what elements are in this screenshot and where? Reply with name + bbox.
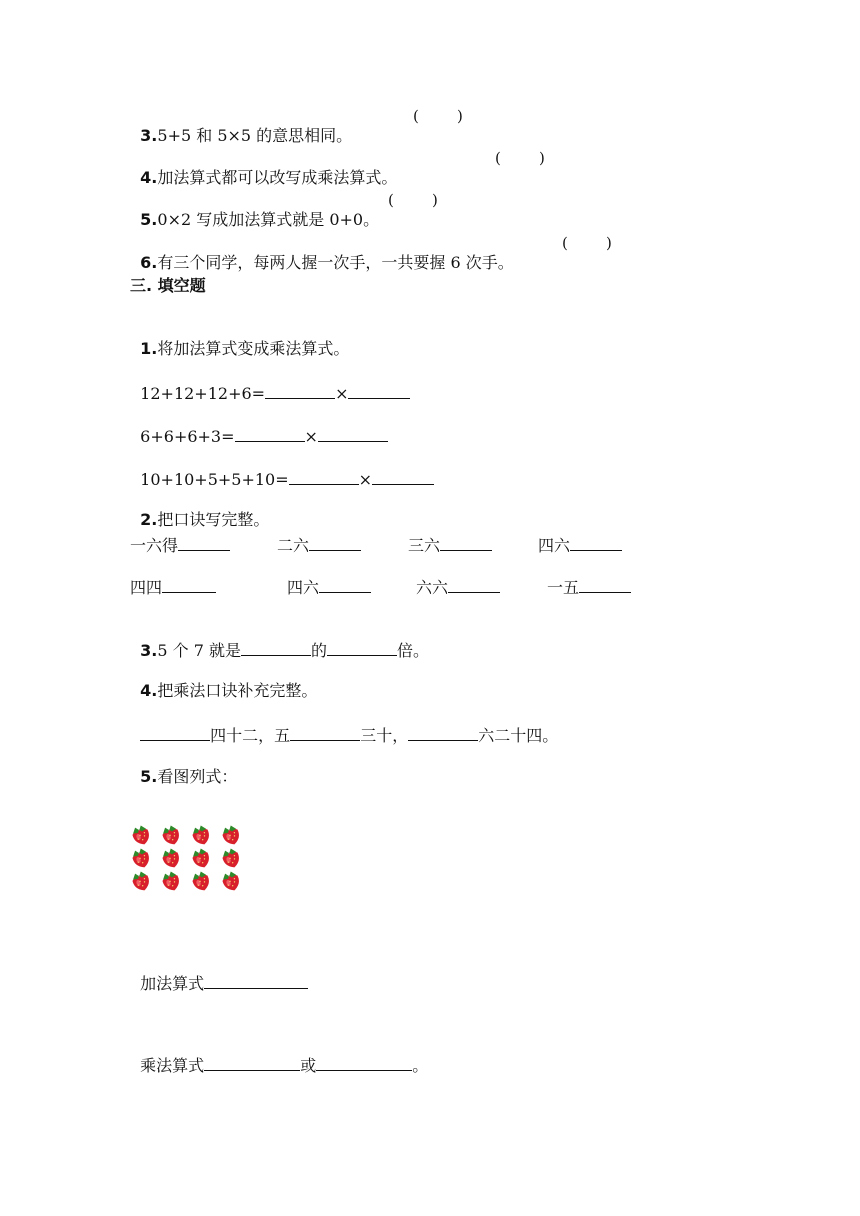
rhyme-cell: [538, 534, 622, 556]
question-text: 看图列式：: [157, 767, 238, 786]
rhyme-cell: [547, 576, 631, 598]
strawberry-icon: [160, 824, 182, 847]
question-5: [130, 747, 237, 787]
equation: 12+12+12+6=: [140, 384, 266, 403]
answer-blank[interactable]: [265, 382, 335, 399]
strawberry-icon: [130, 824, 152, 847]
rhyme-text: 六六: [416, 578, 449, 597]
equation-row-1: [130, 362, 410, 404]
strawberry-icon: [220, 824, 242, 847]
answer-label: 加法算式: [140, 974, 205, 993]
rhyme-cell: [130, 534, 230, 556]
strawberry-icon: [190, 870, 212, 893]
answer-blank[interactable]: [348, 382, 410, 399]
rhyme-text: 二六: [277, 536, 310, 555]
rhyme-cell: [408, 534, 492, 556]
rhyme-text: 三十，: [360, 726, 409, 745]
rhyme-text: 四十二，五: [210, 726, 291, 745]
question-2: [130, 490, 269, 530]
rhyme-completion-row: [130, 704, 558, 746]
times-sign: ×: [335, 384, 349, 403]
strawberry-icon: [190, 824, 212, 847]
question-text: 把乘法口诀补充完整。: [157, 681, 318, 700]
answer-blank[interactable]: [290, 724, 360, 741]
judgement-item-6: [130, 233, 514, 273]
question-1: [130, 319, 349, 359]
item-text: 5+5 和 5×5 的意思相同。: [157, 126, 353, 145]
item-number: 1.: [140, 339, 158, 358]
question-text: 5 个 7 就是: [157, 641, 242, 660]
addition-answer-row: [130, 952, 308, 994]
item-number: 4.: [140, 168, 158, 187]
answer-label: 乘法算式: [140, 1056, 205, 1075]
strawberry-icon: [220, 870, 242, 893]
question-4: [130, 661, 317, 701]
equation: 10+10+5+5+10=: [140, 470, 289, 489]
answer-blank[interactable]: [319, 576, 371, 593]
equation-row-3: [130, 448, 434, 490]
rhyme-cell: [416, 576, 500, 598]
answer-blank[interactable]: [408, 724, 478, 741]
item-number: 2.: [140, 510, 158, 529]
item-number: 6.: [140, 253, 158, 272]
answer-blank[interactable]: [316, 1054, 412, 1071]
strawberry-icon: [190, 847, 212, 870]
rhyme-cell: [287, 576, 371, 598]
rhyme-cell: [277, 534, 361, 556]
item-number: 3.: [140, 126, 158, 145]
item-text: 0×2 写成加法算式就是 0+0。: [157, 210, 380, 229]
end-mark: 。: [412, 1056, 429, 1075]
answer-blank[interactable]: [579, 576, 631, 593]
or-text: 或: [300, 1056, 317, 1075]
multiplication-answer-row: [130, 1034, 428, 1076]
answer-blank[interactable]: [327, 639, 397, 656]
rhyme-text: 六二十四。: [478, 726, 559, 745]
rhyme-text: 四六: [538, 536, 571, 555]
equation-row-2: [130, 405, 388, 447]
answer-blank[interactable]: [309, 534, 361, 551]
question-text: 的: [311, 641, 328, 660]
item-text: 加法算式都可以改写成乘法算式。: [157, 168, 398, 187]
answer-blank[interactable]: [570, 534, 622, 551]
question-text: 把口诀写完整。: [157, 510, 270, 529]
answer-blank[interactable]: [289, 468, 359, 485]
answer-blank[interactable]: [440, 534, 492, 551]
answer-blank[interactable]: [204, 972, 308, 989]
question-3: [130, 619, 429, 661]
question-text: 将加法算式变成乘法算式。: [157, 339, 350, 358]
times-sign: ×: [358, 470, 373, 489]
strawberry-icon: [160, 870, 182, 893]
item-number: 3.: [140, 641, 158, 660]
answer-blank[interactable]: [178, 534, 230, 551]
answer-blank[interactable]: [162, 576, 216, 593]
judgement-item-5: [130, 190, 379, 230]
answer-blank[interactable]: [318, 425, 388, 442]
times-sign: ×: [304, 427, 318, 446]
judgement-item-4: [130, 148, 397, 188]
answer-blank[interactable]: [448, 576, 500, 593]
strawberry-icon: [160, 847, 182, 870]
answer-parentheses[interactable]: ( ): [413, 107, 463, 125]
judgement-item-3: [130, 106, 352, 146]
strawberry-icon: [220, 847, 242, 870]
item-text: 有三个同学，每两人握一次手，一共要握 6 次手。: [157, 253, 514, 272]
answer-parentheses[interactable]: ( ): [495, 149, 545, 167]
item-number: 4.: [140, 681, 158, 700]
answer-blank[interactable]: [235, 425, 305, 442]
rhyme-text: 一六得: [130, 536, 179, 555]
answer-parentheses[interactable]: ( ): [562, 234, 612, 252]
rhyme-text: 四四: [130, 578, 163, 597]
rhyme-cell: [130, 576, 216, 598]
rhyme-text: 四六: [287, 578, 320, 597]
answer-blank[interactable]: [372, 468, 434, 485]
answer-parentheses[interactable]: ( ): [388, 191, 438, 209]
strawberry-icon: [130, 870, 152, 893]
question-text: 倍。: [397, 641, 430, 660]
answer-blank[interactable]: [241, 639, 311, 656]
section-heading: 三. 填空题: [130, 276, 206, 295]
rhyme-text: 一五: [547, 578, 580, 597]
item-number: 5.: [140, 767, 158, 786]
strawberry-icon: [130, 847, 152, 870]
item-number: 5.: [140, 210, 158, 229]
rhyme-text: 三六: [408, 536, 441, 555]
strawberry-picture: [128, 823, 244, 893]
answer-blank[interactable]: [140, 724, 210, 741]
equation: 6+6+6+3=: [140, 427, 235, 446]
answer-blank[interactable]: [204, 1054, 300, 1071]
